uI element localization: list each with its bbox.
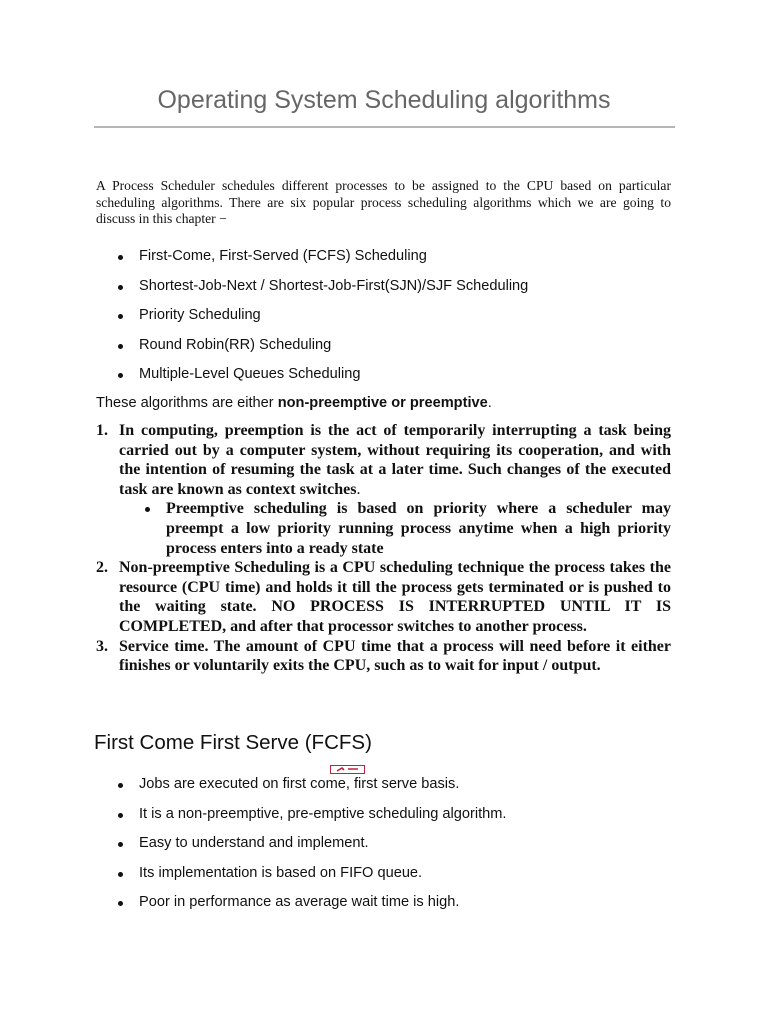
definition-item bbox=[96, 637, 671, 676]
definition-item bbox=[96, 421, 671, 558]
definition-list bbox=[96, 421, 671, 676]
list-item: First-Come, First-Served (FCFS) Scheduling bbox=[96, 248, 528, 278]
list-item: Jobs are executed on first come, first serve basis. bbox=[96, 776, 506, 806]
list-item: Easy to understand and implement. bbox=[96, 835, 506, 865]
title-divider bbox=[94, 126, 675, 128]
preemption-intro-text: These algorithms are either bbox=[96, 395, 278, 411]
preemption-intro bbox=[96, 395, 492, 411]
list-item: It is a non-preemptive, pre-emptive scheduling algorithm. bbox=[96, 806, 506, 836]
list-item: Shortest-Job-Next / Shortest-Job-First(SJN)/SJF Scheduling bbox=[96, 278, 528, 308]
definition-text: In computing, preemption is the act of temporarily interrupting a task being carried out by a computer system, without requiring its cooperation, and with the intention of resuming the task at a later time. Such changes of the executed task are known as context switches bbox=[119, 422, 671, 498]
fcfs-list bbox=[96, 776, 506, 924]
preemption-intro-bold: non-preemptive or preemptive bbox=[277, 395, 488, 411]
list-item: Poor in performance as average wait time is high. bbox=[96, 894, 506, 924]
definition-text: Non-preemptive Scheduling is a CPU scheduling technique the process takes the resource (CPU time) and holds it till the process gets terminated or is pushed to the waiting state. NO PROCESS IS INTERRUPTED UNTIL IT IS COMPLETED, and after that processor switches to another process. bbox=[119, 559, 671, 635]
definition-period: . bbox=[356, 480, 361, 498]
definition-text: Service time. The amount of CPU time that a process will need before it either finishes or voluntarily exits the CPU, such as to wait for input / output. bbox=[119, 637, 671, 675]
item-number: 1. bbox=[96, 422, 108, 439]
page-title: Operating System Scheduling algorithms bbox=[157, 86, 611, 114]
item-number: 3. bbox=[96, 637, 108, 655]
intro-paragraph: A Process Scheduler schedules different processes to be assigned to the CPU based on particular scheduling algorithms. There are six popular process scheduling algorithms which we are going to discuss in this chapter − bbox=[96, 178, 671, 226]
list-item: Multiple-Level Queues Scheduling bbox=[96, 366, 528, 396]
list-item: Round Robin(RR) Scheduling bbox=[96, 337, 528, 367]
preemption-intro-end: . bbox=[487, 395, 492, 411]
pencil-mark-icon bbox=[330, 765, 365, 774]
list-item: Priority Scheduling bbox=[96, 307, 528, 337]
sub-list bbox=[119, 499, 671, 558]
item-number: 2. bbox=[96, 559, 108, 577]
definition-item bbox=[96, 558, 671, 636]
fcfs-heading: First Come First Serve (FCFS) bbox=[94, 731, 372, 754]
algorithm-list bbox=[96, 248, 528, 396]
sub-list-item: Preemptive scheduling is based on priority where a scheduler may preempt a low priority running process anytime when a high priority process enters into a ready state bbox=[119, 499, 671, 558]
list-item: Its implementation is based on FIFO queue. bbox=[96, 865, 506, 895]
